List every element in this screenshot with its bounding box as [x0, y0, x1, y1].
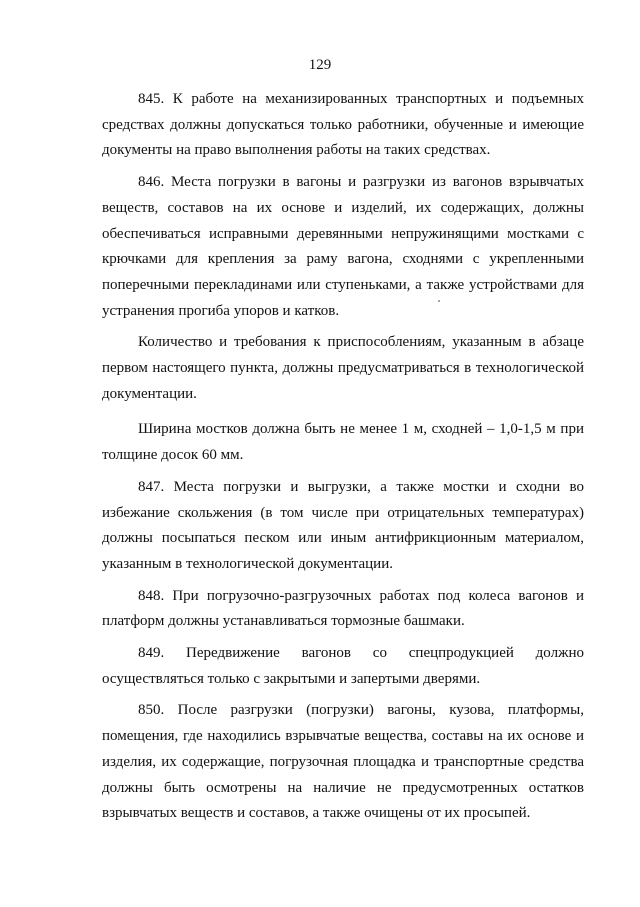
page-number: 129	[308, 57, 332, 73]
paragraph-846-width: Ширина мостков должна быть не менее 1 м, сходней – 1,0-1,5 м при толщине досок 60 мм.	[102, 421, 584, 464]
paragraph-846-quantity: Количество и требования к приспособлениям, указанным в абзаце первом настоящего пункта, должны предусматриваться в технологической документации.	[102, 334, 584, 402]
paragraph-846: 846. Места погрузки в вагоны и разгрузки из вагонов взрывчатых веществ, составов на их основе и изделий, их содержащих, должны обеспечиваться исправными деревянными непружинящими мостками с крючками для крепления за раму вагона, сходнями с укрепленными поперечными перекладинами или ступеньками, а также устройствами для устранения прогиба упоров и катков.	[102, 174, 584, 319]
paragraph-849: 849. Передвижение вагонов со спецпродукцией должно осуществляться только с закрытыми и запертыми дверями.	[102, 645, 584, 687]
paragraph-847: 847. Места погрузки и выгрузки, а также мостки и сходни во избежание скольжения (в том числе при отрицательных температурах) должны посыпаться песком или иным антифрикционным материалом, указанным в технологической документации.	[102, 478, 584, 572]
paragraph-850: 850. После разгрузки (погрузки) вагоны, кузова, платформы, помещения, где находились взрывчатые вещества, составы на их основе и изделия, их содержащие, погрузочная площадка и транспортные средства должны быть осмотрены на наличие не предусмотренных остатков взрывчатых веществ и составов, а также очищены от их просыпей.	[102, 702, 584, 822]
body-text	[102, 87, 584, 833]
paragraph-845: 845. К работе на механизированных транспортных и подъемных средствах должны допускаться только работники, обученные и имеющие документы на право выполнения работы на таких средствах.	[102, 91, 584, 159]
scan-speck-mark	[438, 300, 440, 302]
paragraph-848: 848. При погрузочно-разгрузочных работах под колеса вагонов и платформ должны устанавливаться тормозные башмаки.	[102, 587, 584, 630]
